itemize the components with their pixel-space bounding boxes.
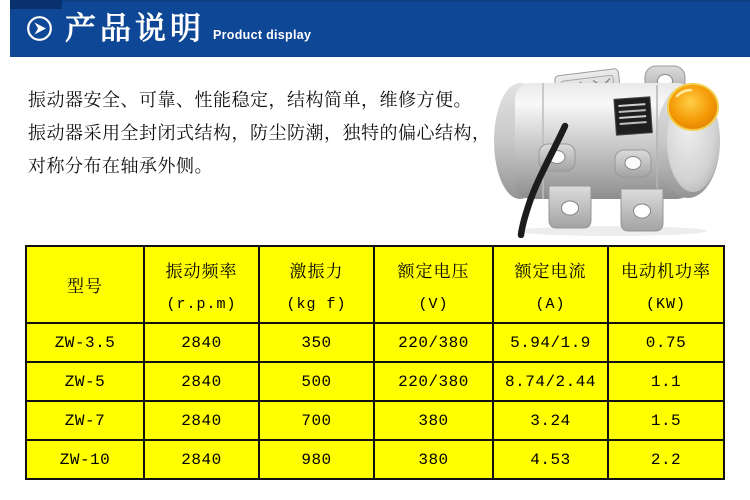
cell-voltage: 380 bbox=[374, 401, 493, 440]
spec-table bbox=[25, 245, 725, 480]
description-line: 振动器安全、可靠、性能稳定，结构简单，维修方便。 bbox=[28, 90, 472, 110]
column-label: 额定电流 bbox=[514, 263, 587, 283]
column-header-model bbox=[26, 246, 144, 323]
play-arrow-icon bbox=[26, 15, 53, 42]
cell-voltage: 220/380 bbox=[374, 323, 493, 362]
column-label: 型号 bbox=[67, 278, 103, 298]
title-group bbox=[65, 13, 311, 44]
cell-power: 1.1 bbox=[608, 362, 724, 401]
column-header-frequency bbox=[144, 246, 259, 323]
page-title: 产品说明 bbox=[65, 11, 205, 46]
column-label: 振动频率 bbox=[165, 263, 238, 283]
column-header-power bbox=[608, 246, 724, 323]
cell-current: 5.94/1.9 bbox=[493, 323, 608, 362]
table-header-row bbox=[26, 246, 724, 323]
cell-voltage: 220/380 bbox=[374, 362, 493, 401]
cell-power: 0.75 bbox=[608, 323, 724, 362]
product-image bbox=[487, 58, 745, 238]
column-header-force bbox=[259, 246, 374, 323]
shadow bbox=[517, 226, 707, 236]
header-content bbox=[10, 0, 750, 57]
cell-force: 700 bbox=[259, 401, 374, 440]
nameplate bbox=[614, 97, 652, 135]
description-line: 对称分布在轴承外侧。 bbox=[28, 156, 213, 176]
cell-frequency: 2840 bbox=[144, 323, 259, 362]
column-header-voltage bbox=[374, 246, 493, 323]
cell-voltage: 380 bbox=[374, 440, 493, 479]
header-banner bbox=[10, 0, 750, 57]
cell-frequency: 2840 bbox=[144, 401, 259, 440]
table-row bbox=[26, 323, 724, 362]
table-row bbox=[26, 440, 724, 479]
column-unit: (V) bbox=[418, 295, 449, 313]
page-subtitle: Product display bbox=[213, 28, 312, 42]
cell-model: ZW-5 bbox=[26, 362, 144, 401]
column-label: 激振力 bbox=[289, 263, 344, 283]
mounting-boss bbox=[615, 150, 651, 177]
mounting-foot bbox=[621, 189, 663, 231]
cell-power: 2.2 bbox=[608, 440, 724, 479]
column-unit: (kg f) bbox=[286, 295, 347, 313]
cell-model: ZW-7 bbox=[26, 401, 144, 440]
cell-current: 8.74/2.44 bbox=[493, 362, 608, 401]
cell-current: 4.53 bbox=[493, 440, 608, 479]
column-label: 电动机功率 bbox=[621, 263, 711, 283]
indicator-light bbox=[668, 84, 718, 130]
description-line: 振动器采用全封闭式结构，防尘防潮，独特的偏心结构， bbox=[28, 123, 491, 143]
cell-force: 500 bbox=[259, 362, 374, 401]
cell-current: 3.24 bbox=[493, 401, 608, 440]
cell-model: ZW-3.5 bbox=[26, 323, 144, 362]
mounting-foot bbox=[549, 186, 591, 228]
cell-force: 980 bbox=[259, 440, 374, 479]
table-row bbox=[26, 362, 724, 401]
cell-force: 350 bbox=[259, 323, 374, 362]
vibration-motor-illustration bbox=[487, 58, 745, 238]
cell-frequency: 2840 bbox=[144, 440, 259, 479]
column-label: 额定电压 bbox=[397, 263, 470, 283]
cell-model: ZW-10 bbox=[26, 440, 144, 479]
column-unit: (KW) bbox=[645, 295, 686, 313]
column-unit: (r.p.m) bbox=[166, 295, 237, 313]
cell-power: 1.5 bbox=[608, 401, 724, 440]
cell-frequency: 2840 bbox=[144, 362, 259, 401]
product-description bbox=[28, 84, 498, 183]
column-header-current bbox=[493, 246, 608, 323]
column-unit: (A) bbox=[535, 295, 566, 313]
table-row bbox=[26, 401, 724, 440]
